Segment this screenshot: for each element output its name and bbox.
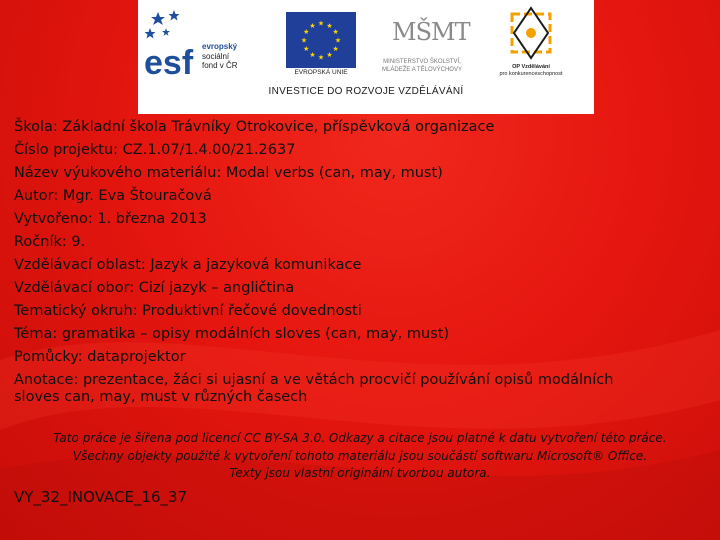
eu-star-icon: ★ <box>317 53 325 62</box>
op-caption-line: pro konkurenceschopnost <box>499 71 563 77</box>
eu-star-icon: ★ <box>326 51 333 60</box>
info-material-title: Název výukového materiálu: Modal verbs (can, may, must) <box>14 165 443 181</box>
info-subject: Vzdělávací obor: Cizí jazyk – angličtina <box>14 280 295 296</box>
eu-star-icon: ★ <box>303 45 310 53</box>
info-grade: Ročník: 9. <box>14 234 86 250</box>
license-note <box>14 430 706 483</box>
op-caption-line: OP Vzdělávání <box>512 64 550 70</box>
msmt-caption-line: MINISTERSTVO ŠKOLSTVÍ, <box>383 59 461 65</box>
esf-name-line: fond v ČR <box>202 61 238 70</box>
msmt-mark: MŠMT <box>392 18 470 46</box>
info-school: Škola: Základní škola Trávníky Otrokovice, příspěvková organizace <box>14 119 495 135</box>
esf-name-line: evropský <box>202 42 238 51</box>
info-annotation: Anotace: prezentace, žáci si ujasní a ve větách procvičí používání opisů modálních <box>14 372 614 388</box>
esf-logo <box>144 6 204 84</box>
info-author: Autor: Mgr. Eva Štouračová <box>14 188 212 204</box>
info-theme: Téma: gramatika – opisy modálních sloves (can, may, must) <box>14 326 450 342</box>
msmt-caption <box>364 58 480 74</box>
license-line: Tato práce je šířena pod licencí CC BY-SA 3.0. Odkazy a citace jsou platné k datu vytvoření této práce. <box>53 431 667 445</box>
op-caption <box>488 64 574 78</box>
eu-star-icon: ★ <box>309 51 316 60</box>
eu-star-icon: ★ <box>332 28 339 36</box>
eu-star-icon: ★ <box>317 19 325 28</box>
info-annotation-continued: sloves can, may, must v různých časech <box>14 389 308 405</box>
info-area: Vzdělávací oblast: Jazyk a jazyková komunikace <box>14 257 362 273</box>
eu-star-icon: ★ <box>309 21 316 30</box>
msmt-caption-line: MLÁDEŽE A TĚLOVÝCHOVY <box>382 67 462 73</box>
info-topic: Tematický okruh: Produktivní řečové dovednosti <box>14 303 362 319</box>
msmt-logo <box>388 6 470 56</box>
eu-star-icon: ★ <box>332 45 339 53</box>
esf-mark: esf <box>144 44 194 82</box>
logo-row <box>138 6 594 84</box>
license-line: Všechny objekty použité k vytvoření tohoto materiálu jsou součástí softwaru Microsoft® Office. <box>72 448 648 463</box>
material-code: VY_32_INOVACE_16_37 <box>14 488 188 506</box>
esf-name-line: sociální <box>202 51 230 61</box>
eu-star-icon: ★ <box>300 36 308 45</box>
eu-star-icon: ★ <box>326 21 333 30</box>
eu-caption: EVROPSKÁ UNIE <box>294 69 348 76</box>
eu-flag-icon <box>286 12 356 70</box>
license-line: Texty jsou vlastní originální tvorbou autora. <box>229 466 491 480</box>
banner-caption: INVESTICE DO ROZVOJE VZDĚLÁVÁNÍ <box>268 86 464 97</box>
project-info-list <box>14 116 706 407</box>
eu-star-icon: ★ <box>334 36 342 45</box>
op-logo <box>504 6 558 60</box>
esf-stars-icon <box>145 10 180 39</box>
info-aids: Pomůcky: dataprojektor <box>14 349 186 365</box>
logo-banner <box>138 0 594 114</box>
esf-name <box>202 42 238 71</box>
info-project-number: Číslo projektu: CZ.1.07/1.4.00/21.2637 <box>14 142 296 158</box>
info-created: Vytvořeno: 1. března 2013 <box>14 211 207 227</box>
eu-star-icon: ★ <box>303 28 310 36</box>
